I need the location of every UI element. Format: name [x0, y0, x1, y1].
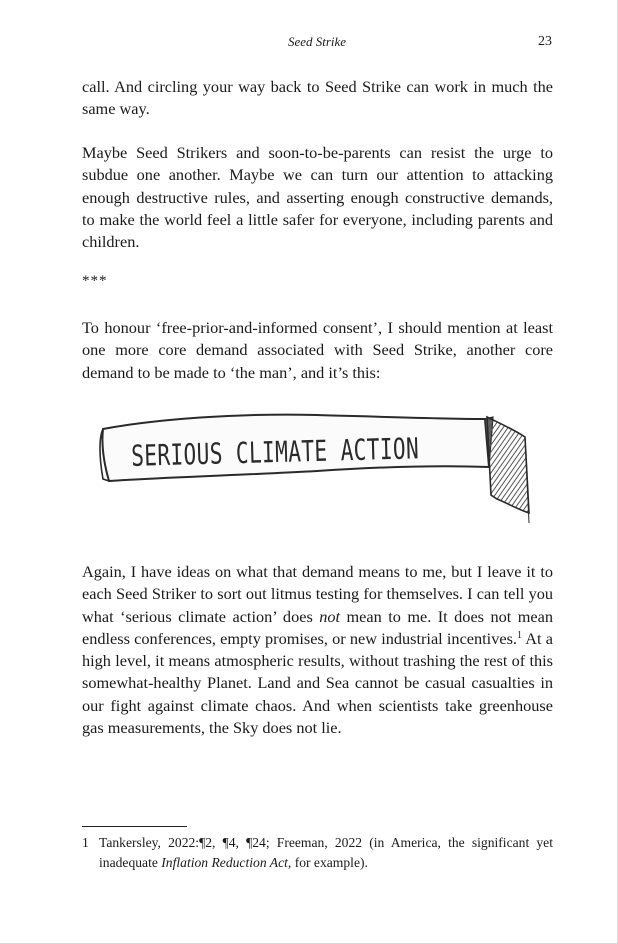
section-separator: ***	[82, 273, 108, 289]
footnote-part-1: Tankersley, 2022:¶2, ¶4, ¶24; Freeman, 2022 (in America, the significant yet inadequate	[99, 835, 553, 870]
footnote-part-2: , for example).	[287, 855, 368, 870]
footnote-title: Inflation Reduction Act	[161, 855, 288, 870]
footnote-reference[interactable]: 1	[516, 629, 522, 641]
paragraph-4-part-1: Again, I have ideas on what that demand means to me, but I leave it to each Seed Striker to sort out litmus testing for themselves. I can tell you what ‘serious climate action’ does	[82, 562, 553, 626]
banner-drawing	[97, 407, 537, 529]
footnote-rule	[82, 826, 187, 827]
running-title: Seed Strike	[287, 34, 347, 49]
footnote-number: 1	[82, 835, 89, 850]
banner-tail	[487, 417, 529, 513]
paragraph-4	[82, 561, 553, 739]
paragraph-4-part-3: At a high level, it means atmospheric results, without trashing the rest of this somewhat-healthy Planet. Land and Sea cannot be casual casualties in our fight against climate chaos. And when scientists take greenhouse gas measurements, the Sky does not lie.	[82, 628, 554, 738]
paragraph-3: To honour ‘free-prior-and-informed consent’, I should mention at least one more core demand associated with Seed Strike, another core demand to be made to ‘the man’, and it’s this:	[82, 318, 553, 382]
paragraph-1: call. And circling your way back to Seed Strike can work in much the same way.	[82, 77, 553, 119]
running-head	[82, 34, 552, 52]
paragraph-4-part-2: mean to me. It does not mean endless conferences, empty promises, or new industrial incentives.	[82, 606, 553, 648]
paragraph-4-emphasis: not	[319, 606, 341, 626]
paragraph-2: Maybe Seed Strikers and soon-to-be-parents can resist the urge to subdue one another. Maybe we can turn our attention to attacking enough destructive rules, and asserting enough constructive demands, to make the world feel a little safer for everyone, including parents and children.	[82, 143, 553, 252]
banner-illustration	[97, 407, 537, 529]
page-number: 23	[538, 34, 552, 49]
footnote-text	[99, 833, 553, 873]
banner-text: SERIOUS CLIMATE ACTION	[130, 428, 527, 473]
